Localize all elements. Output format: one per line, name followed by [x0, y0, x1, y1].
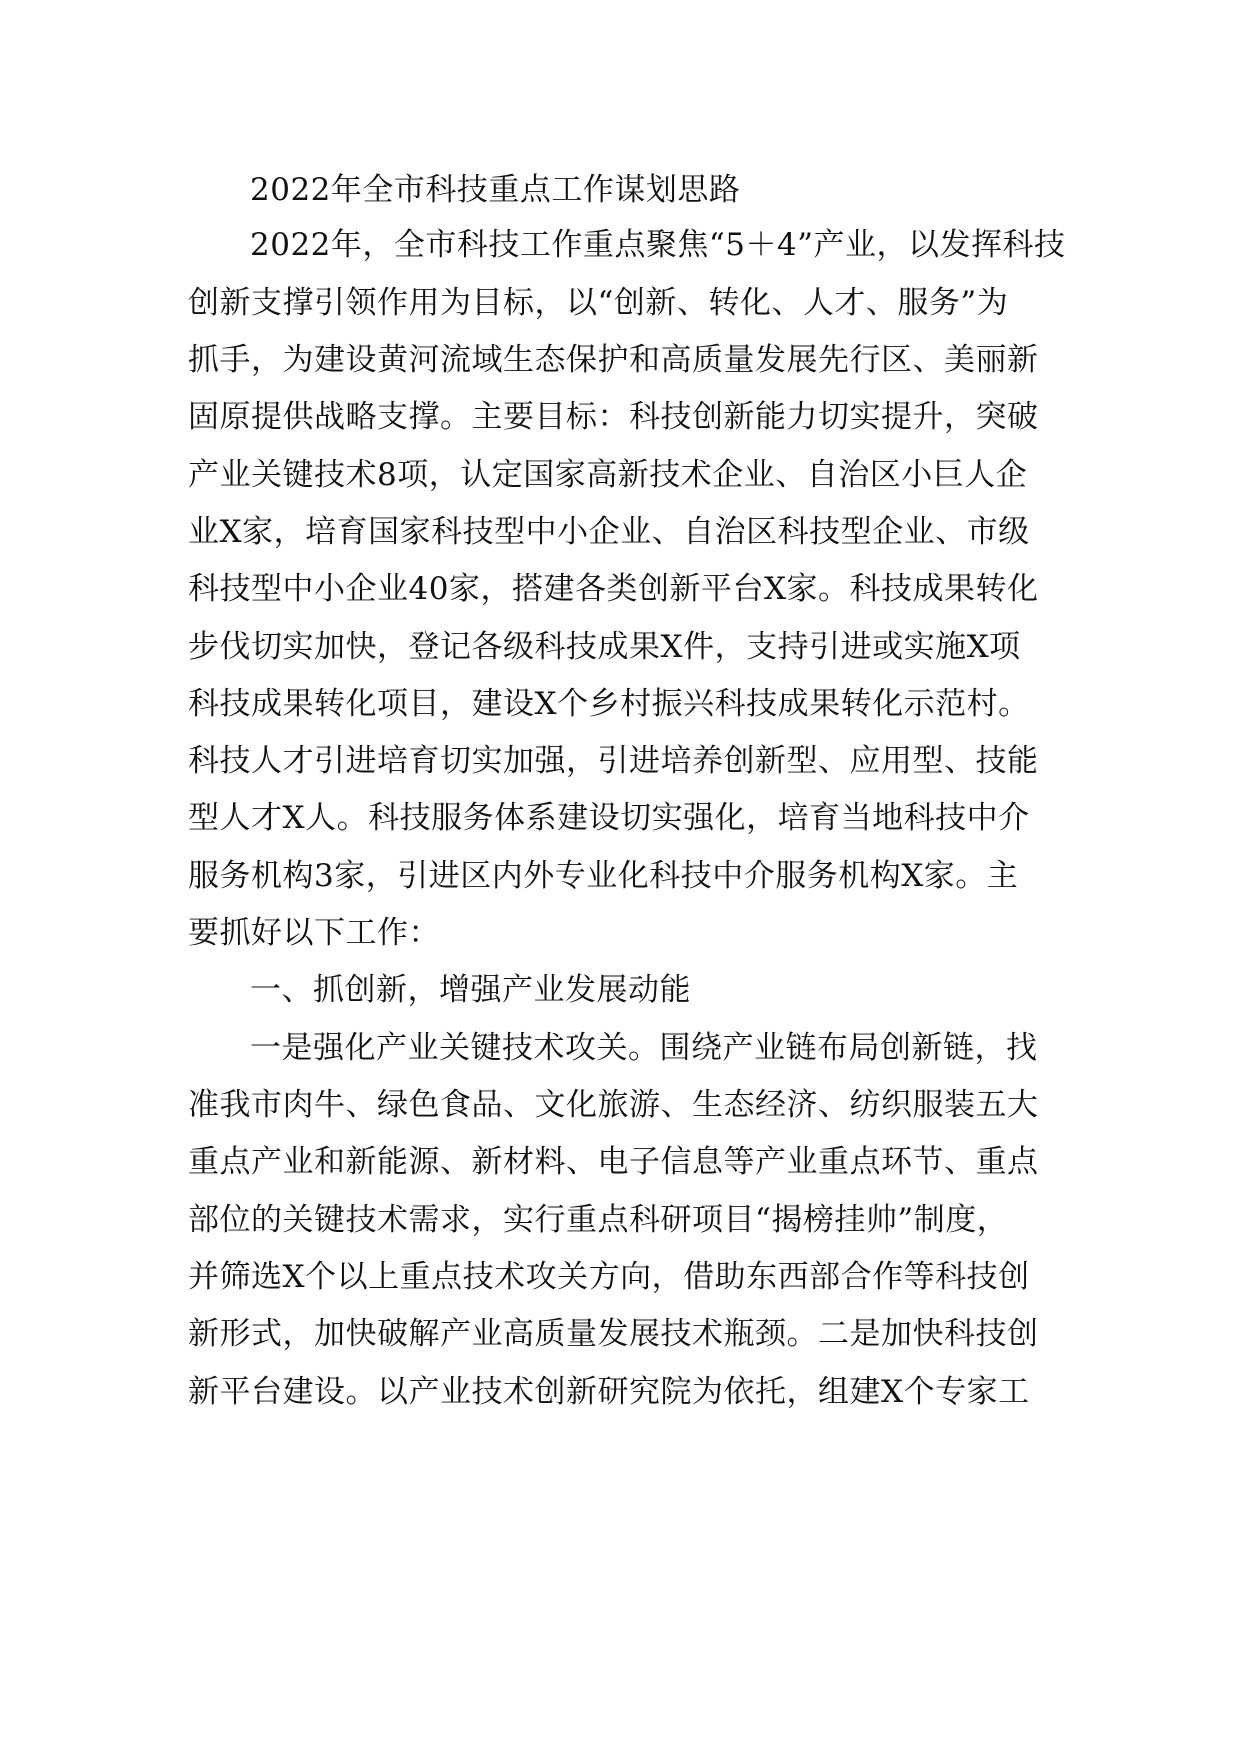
section-heading: 一、抓创新，增强产业发展动能: [250, 972, 691, 1008]
paragraph-line: 服务机构3家，引进区内外专业化科技中介服务机构X家。主: [188, 858, 1019, 894]
paragraph-line: 要抓好以下工作：: [188, 915, 440, 951]
paragraph-line: 科技型中小企业40家，搭建各类创新平台X家。科技成果转化: [188, 571, 1039, 607]
paragraph-line: 科技人才引进培育切实加强，引进培养创新型、应用型、技能: [188, 743, 1039, 779]
document-title: 2022年全市科技重点工作谋划思路: [250, 172, 741, 208]
paragraph-line: 部位的关键技术需求，实行重点科研项目“揭榜挂帅”制度，: [188, 1202, 1009, 1238]
paragraph-line: 准我市肉牛、绿色食品、文化旅游、生态经济、纺织服装五大: [188, 1087, 1039, 1123]
paragraph-line: 步伐切实加快，登记各级科技成果X件，支持引进或实施X项: [188, 629, 1021, 665]
paragraph-line: 科技成果转化项目，建设X个乡村振兴科技成果转化示范村。: [188, 686, 1030, 722]
paragraph-line: 并筛选X个以上重点技术攻关方向，借助东西部合作等科技创: [188, 1259, 1030, 1295]
paragraph-line: 抓手，为建设黄河流域生态保护和高质量发展先行区、美丽新: [188, 342, 1039, 378]
paragraph-line: 创新支撑引领作用为目标，以“创新、转化、人才、服务”为: [188, 285, 1009, 321]
paragraph-line: 固原提供战略支撑。主要目标：科技创新能力切实提升，突破: [188, 399, 1039, 435]
paragraph-line: 产业关键技术8项，认定国家高新技术企业、自治区小巨人企: [188, 457, 1028, 493]
paragraph-line: 一是强化产业关键技术攻关。围绕产业链布局创新链，找: [250, 1030, 1038, 1066]
paragraph-line: 新形式，加快破解产业高质量发展技术瓶颈。二是加快科技创: [188, 1316, 1039, 1352]
paragraph-line: 业X家，培育国家科技型中小企业、自治区科技型企业、市级: [188, 514, 1030, 550]
paragraph-line: 2022年，全市科技工作重点聚焦“5＋4”产业，以发挥科技: [250, 227, 1066, 263]
paragraph-line: 型人才X人。科技服务体系建设切实强化，培育当地科技中介: [188, 800, 1030, 836]
paragraph-line: 新平台建设。以产业技术创新研究院为依托，组建X个专家工: [188, 1374, 1030, 1410]
paragraph-line: 重点产业和新能源、新材料、电子信息等产业重点环节、重点: [188, 1144, 1039, 1180]
